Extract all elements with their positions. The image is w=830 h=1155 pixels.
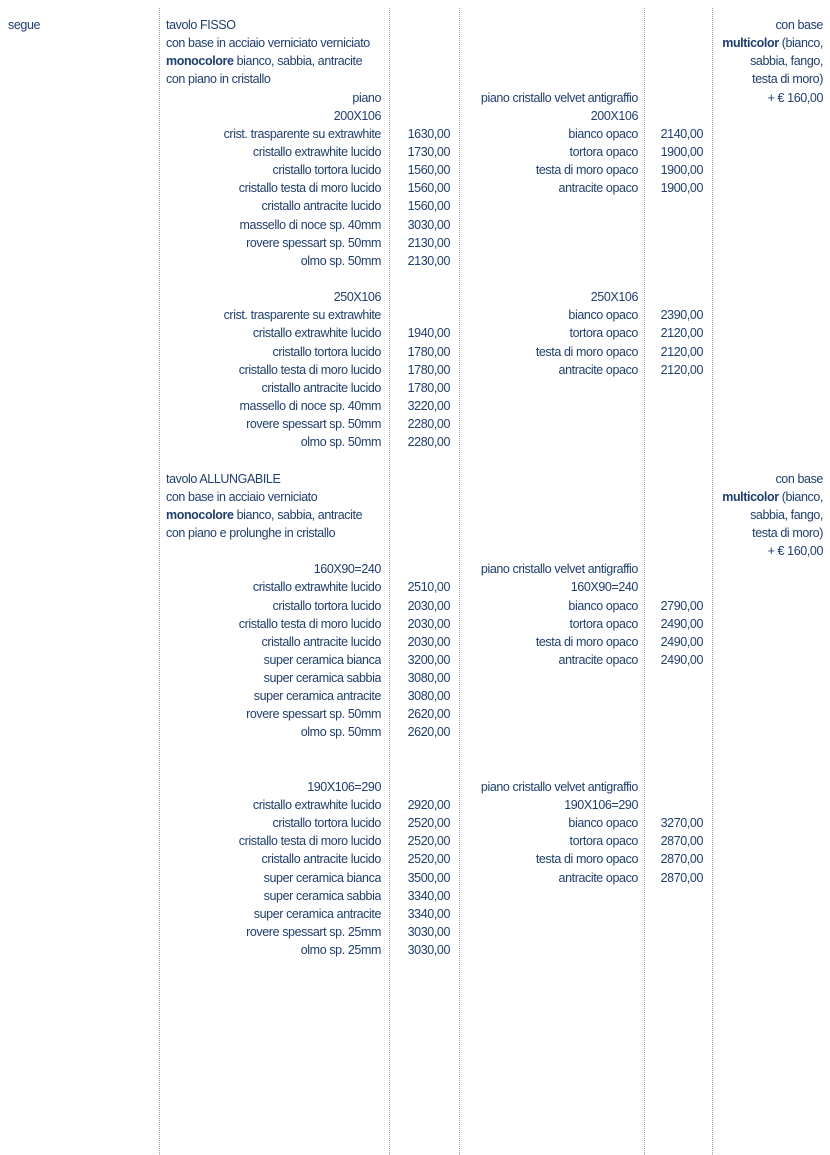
item-price: 3340,00: [407, 888, 450, 903]
continuation-label: segue: [8, 18, 41, 32]
fisso-mono-rest: bianco, sabbia, antracite: [233, 54, 363, 69]
item-price: 2520,00: [407, 816, 450, 831]
item-price: 1730,00: [407, 144, 450, 159]
item-name: super ceramica sabbia: [263, 671, 381, 686]
item-name: cristallo testa di moro lucido: [238, 834, 381, 849]
item-price: 1780,00: [407, 344, 450, 359]
item-price: 2520,00: [407, 834, 450, 849]
column-divider: [389, 8, 390, 1155]
fisso-mono-line: [166, 52, 381, 70]
velvet-price: 2120,00: [660, 362, 703, 377]
allungabile-mono-bold: monocolore: [166, 507, 234, 522]
item-price: 3220,00: [407, 398, 450, 413]
allungabile-mono-rest: bianco, sabbia, antracite: [233, 507, 363, 522]
item-name: super ceramica antracite: [253, 689, 381, 704]
velvet-price: 1900,00: [660, 181, 703, 196]
item-price: 2510,00: [407, 580, 450, 595]
item-name: cristallo extrawhite lucido: [252, 798, 381, 813]
column-divider: [644, 8, 645, 1155]
item-name: crist. trasparente su extrawhite: [223, 308, 381, 323]
item-name: rovere spessart sp. 50mm: [246, 235, 381, 250]
item-name: massello di noce sp. 40mm: [239, 398, 381, 413]
item-name: cristallo antracite lucido: [261, 852, 381, 867]
item-price: 1780,00: [407, 362, 450, 377]
column-divider: [159, 8, 160, 1155]
item-price: 2920,00: [407, 798, 450, 813]
fisso-note-line2: [715, 34, 823, 52]
item-price: 2030,00: [407, 634, 450, 649]
allungabile-size-2: 190X106=290: [307, 779, 381, 794]
allungabile-note-line3: sabbia, fango,: [750, 507, 823, 522]
spacer: [166, 270, 381, 288]
velvet-name: antracite opaco: [558, 652, 638, 667]
velvet-price-column: [646, 16, 703, 887]
fisso-velvet-label: piano cristallo velvet antigraffio: [480, 90, 638, 105]
item-name: olmo sp. 50mm: [300, 435, 381, 450]
velvet-name: antracite opaco: [558, 181, 638, 196]
item-price: 2280,00: [407, 417, 450, 432]
allungabile-piano-line: con piano e prolunghe in cristallo: [166, 525, 336, 540]
velvet-price: 2870,00: [660, 834, 703, 849]
item-name: super ceramica sabbia: [263, 888, 381, 903]
item-price: 2130,00: [407, 235, 450, 250]
item-price: 1560,00: [407, 163, 450, 178]
allungabile-note-multicolor: multicolor: [722, 489, 779, 504]
fisso-piano-line: con piano in cristallo: [166, 72, 271, 87]
velvet-name: testa di moro opaco: [535, 634, 638, 649]
velvet-size: 190X106=290: [564, 798, 638, 813]
fisso-mono-bold: monocolore: [166, 54, 234, 69]
velvet-price: 2490,00: [660, 652, 703, 667]
fisso-note-line4: testa di moro): [752, 72, 823, 87]
item-price: 3030,00: [407, 925, 450, 940]
velvet-name: testa di moro opaco: [535, 852, 638, 867]
velvet-price: 2490,00: [660, 616, 703, 631]
velvet-price: 1900,00: [660, 163, 703, 178]
item-name: crist. trasparente su extrawhite: [223, 126, 381, 141]
item-name: cristallo antracite lucido: [261, 199, 381, 214]
item-price: 3030,00: [407, 217, 450, 232]
item-price: 3200,00: [407, 652, 450, 667]
item-name: cristallo extrawhite lucido: [252, 326, 381, 341]
item-name: cristallo antracite lucido: [261, 380, 381, 395]
allungabile-title: tavolo ALLUNGABILE: [166, 471, 281, 486]
spacer: [166, 451, 381, 469]
spacer: [166, 542, 381, 560]
item-price: 1560,00: [407, 199, 450, 214]
velvet-price: 2390,00: [660, 308, 703, 323]
item-name: super ceramica bianca: [263, 870, 381, 885]
column-divider: [712, 8, 713, 1155]
velvet-name: bianco opaco: [568, 816, 638, 831]
spacer: [166, 760, 381, 778]
velvet-name: testa di moro opaco: [535, 163, 638, 178]
item-name: cristallo tortora lucido: [272, 816, 381, 831]
velvet-price: 2120,00: [660, 344, 703, 359]
velvet-name: tortora opaco: [569, 144, 638, 159]
fisso-size-2: 250X106: [333, 290, 381, 305]
item-price: 2520,00: [407, 852, 450, 867]
velvet-size: 250X106: [590, 290, 638, 305]
velvet-size: 200X106: [590, 108, 638, 123]
velvet-name: bianco opaco: [568, 598, 638, 613]
velvet-price: 2490,00: [660, 634, 703, 649]
item-name: cristallo testa di moro lucido: [238, 362, 381, 377]
item-price: 3080,00: [407, 689, 450, 704]
fisso-note-line3: sabbia, fango,: [750, 54, 823, 69]
item-name: cristallo testa di moro lucido: [238, 616, 381, 631]
velvet-price: 2790,00: [660, 598, 703, 613]
fisso-base-line: con base in acciaio verniciato verniciato: [166, 36, 370, 51]
item-name: massello di noce sp. 40mm: [239, 217, 381, 232]
item-name: olmo sp. 25mm: [300, 943, 381, 958]
velvet-price: 2120,00: [660, 326, 703, 341]
allungabile-velvet-label-2: piano cristallo velvet antigraffio: [480, 779, 638, 794]
velvet-name: antracite opaco: [558, 362, 638, 377]
item-name: cristallo antracite lucido: [261, 634, 381, 649]
spacer: [166, 742, 381, 760]
continuation-column: [8, 16, 148, 34]
item-price: 3080,00: [407, 671, 450, 686]
item-price: 2030,00: [407, 598, 450, 613]
item-price: 3340,00: [407, 906, 450, 921]
allungabile-note-multicolor-rest: (bianco,: [778, 489, 823, 504]
item-price: 2620,00: [407, 707, 450, 722]
fisso-piano-label: piano: [352, 90, 381, 105]
item-price: 3030,00: [407, 943, 450, 958]
allungabile-velvet-label: piano cristallo velvet antigraffio: [480, 562, 638, 577]
column-divider: [459, 8, 460, 1155]
fisso-note-line1: con base: [775, 18, 823, 32]
note-column: [715, 16, 823, 560]
item-name: cristallo testa di moro lucido: [238, 181, 381, 196]
item-price: 2130,00: [407, 253, 450, 268]
item-price: 1560,00: [407, 181, 450, 196]
description-column: [166, 16, 381, 959]
fisso-note-multicolor-rest: (bianco,: [778, 36, 823, 51]
velvet-name: tortora opaco: [569, 326, 638, 341]
velvet-price: 2870,00: [660, 852, 703, 867]
item-name: cristallo extrawhite lucido: [252, 580, 381, 595]
allungabile-note-line2: [715, 488, 823, 506]
velvet-name: tortora opaco: [569, 616, 638, 631]
item-price: [391, 306, 450, 324]
item-price: 1940,00: [407, 326, 450, 341]
velvet-column: [462, 16, 638, 887]
item-name: cristallo extrawhite lucido: [252, 144, 381, 159]
velvet-price: 1900,00: [660, 144, 703, 159]
item-price: 2280,00: [407, 435, 450, 450]
price-column: [391, 16, 450, 959]
item-price: 1630,00: [407, 126, 450, 141]
velvet-name: testa di moro opaco: [535, 344, 638, 359]
item-name: super ceramica bianca: [263, 652, 381, 667]
fisso-note-extra: + € 160,00: [767, 90, 823, 105]
item-price: 1780,00: [407, 380, 450, 395]
item-name: rovere spessart sp. 50mm: [246, 707, 381, 722]
item-name: super ceramica antracite: [253, 906, 381, 921]
item-name: olmo sp. 50mm: [300, 725, 381, 740]
allungabile-note-extra: + € 160,00: [767, 544, 823, 559]
allungabile-mono-line: [166, 506, 381, 524]
allungabile-note-line1: con base: [775, 471, 823, 486]
item-name: rovere spessart sp. 25mm: [246, 925, 381, 940]
velvet-size: 160X90=240: [570, 580, 638, 595]
velvet-price: 2870,00: [660, 870, 703, 885]
velvet-name: antracite opaco: [558, 870, 638, 885]
allungabile-size-1: 160X90=240: [313, 562, 381, 577]
velvet-name: tortora opaco: [569, 834, 638, 849]
item-name: cristallo tortora lucido: [272, 598, 381, 613]
item-price: 2030,00: [407, 616, 450, 631]
item-price: 3500,00: [407, 870, 450, 885]
allungabile-note-line4: testa di moro): [752, 525, 823, 540]
fisso-size-1: 200X106: [333, 108, 381, 123]
item-name: cristallo tortora lucido: [272, 163, 381, 178]
item-price: 2620,00: [407, 725, 450, 740]
item-name: olmo sp. 50mm: [300, 253, 381, 268]
item-name: cristallo tortora lucido: [272, 344, 381, 359]
fisso-note-multicolor: multicolor: [722, 36, 779, 51]
velvet-price: 3270,00: [660, 816, 703, 831]
velvet-name: bianco opaco: [568, 126, 638, 141]
velvet-name: bianco opaco: [568, 308, 638, 323]
fisso-title: tavolo FISSO: [166, 18, 236, 32]
velvet-price: 2140,00: [660, 126, 703, 141]
item-name: rovere spessart sp. 50mm: [246, 417, 381, 432]
allungabile-base-line: con base in acciaio verniciato: [166, 489, 318, 504]
